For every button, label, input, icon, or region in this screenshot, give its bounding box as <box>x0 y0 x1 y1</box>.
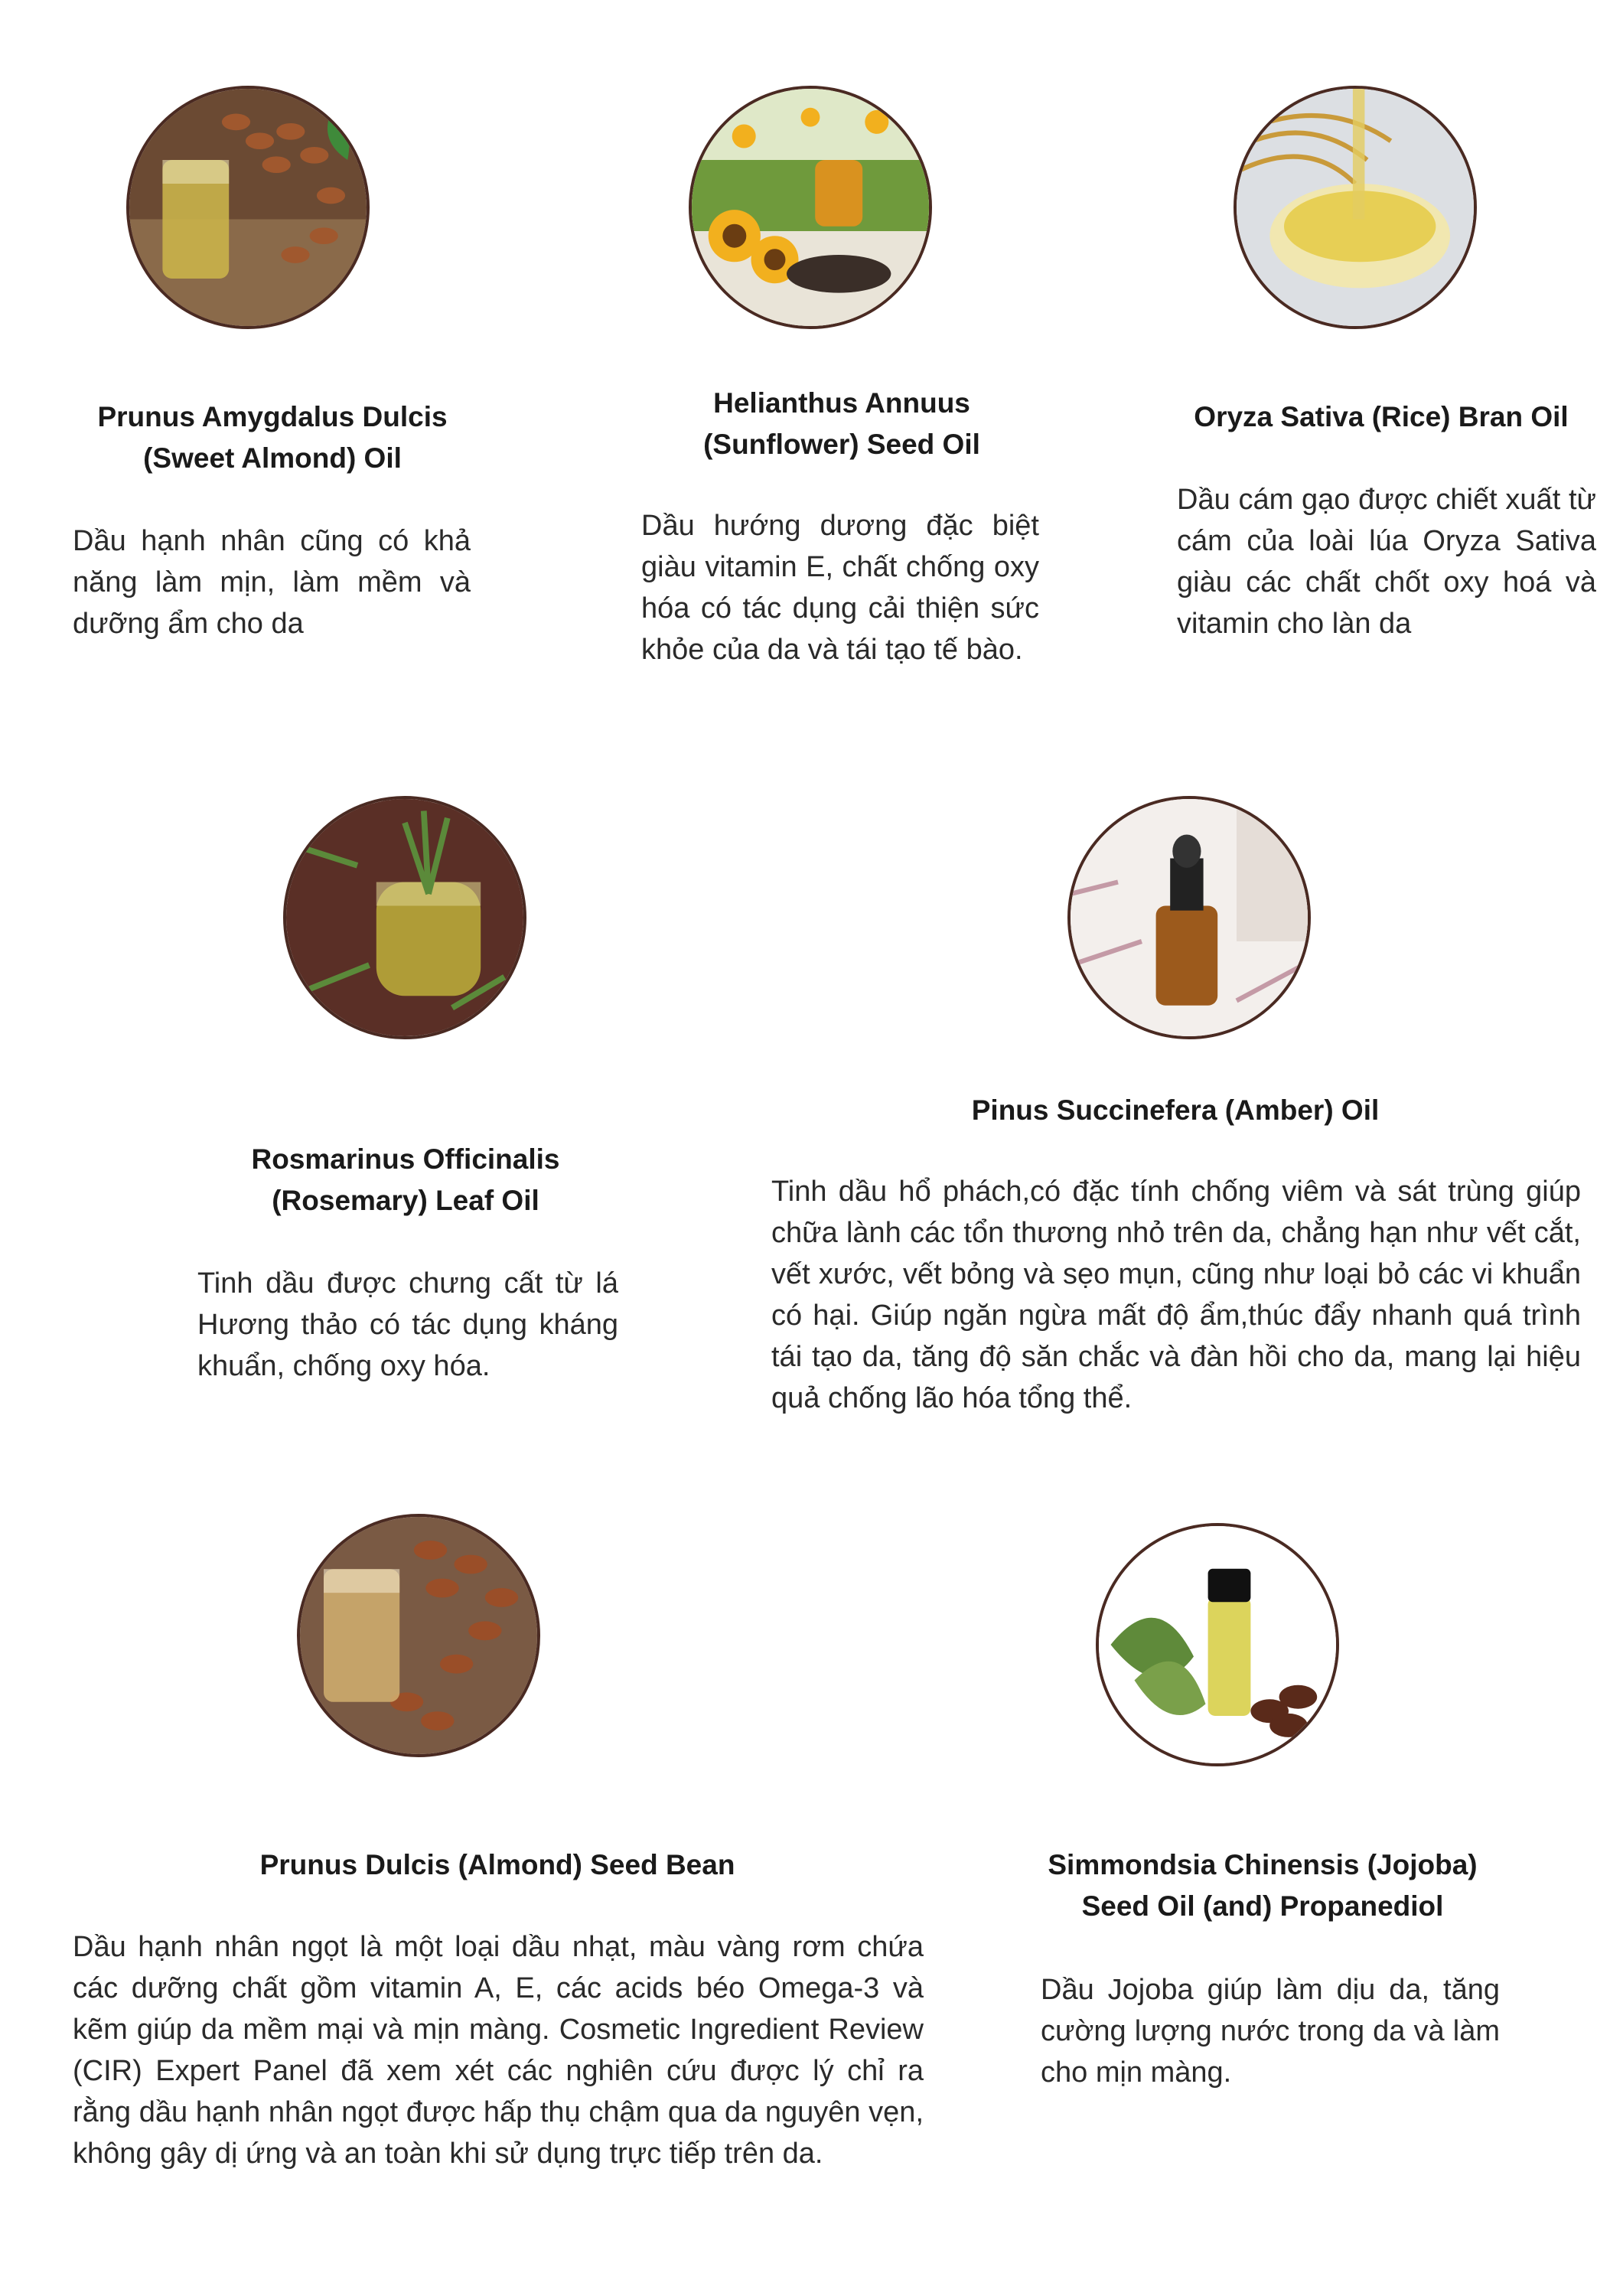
rosemary-oil-image <box>283 796 526 1039</box>
ingredient-description: Dầu hạnh nhân ngọt là một loại dầu nhạt, màu vàng rơm chứa các dưỡng chất gồm vitamin A, E, các acids béo Omega-3 và kẽm giúp da mềm mại và mịn màng. Cosmetic Ingredient Review (CIR) Expert Panel đã xem xét các nghiên cứu được lý chỉ ra rằng dầu hạnh nhân ngọt được hấp thụ chậm qua da nguyên vẹn, không gây dị ứng và an toàn khi sử dụng trực tiếp trên da. <box>73 1931 924 2170</box>
ingredient-description: Tinh dầu được chưng cất từ lá Hương thảo có tác dụng kháng khuẩn, chống oxy hóa. <box>197 1267 618 1382</box>
ingredient-title: Helianthus Annuus (Sunflower) Seed Oil <box>703 387 980 460</box>
sunflower-oil-image <box>689 86 932 329</box>
ingredient-title: Pinus Succinefera (Amber) Oil <box>971 1094 1380 1126</box>
ingredient-description: Tinh dầu hổ phách,có đặc tính chống viêm và sát trùng giúp chữa lành các tổn thương nhỏ trên da, chẳng hạn như vết cắt, vết xước, vết bỏng và sẹo mụn, cũng như loại bỏ các vi khuẩn có hại. Giúp ngăn ngừa mất độ ẩm,thúc đẩy nhanh quá trình tái tạo da, tăng độ săn chắc và đàn hồi cho da, mang lại hiệu quả chống lão hóa tổng thể. <box>771 1176 1581 1414</box>
ingredient-title: Simmondsia Chinensis (Jojoba) Seed Oil (and) Propanediol <box>1048 1849 1478 1922</box>
ingredient-title: Oryza Sativa (Rice) Bran Oil <box>1194 401 1569 432</box>
ingredient-title: Prunus Amygdalus Dulcis (Sweet Almond) Oil <box>97 401 448 474</box>
jojoba-oil-image <box>1096 1523 1339 1766</box>
ingredient-description: Dầu Jojoba giúp làm dịu da, tăng cường lượng nước trong da và làm cho mịn màng. <box>1041 1974 1500 2089</box>
rice-bran-oil-image <box>1234 86 1477 329</box>
ingredient-title: Rosmarinus Officinalis (Rosemary) Leaf Oil <box>251 1143 560 1216</box>
amber-oil-image <box>1067 796 1311 1039</box>
almond-seed-image <box>297 1514 540 1757</box>
almond-oil-image <box>126 86 370 329</box>
ingredient-description: Dầu hướng dương đặc biệt giàu vitamin E, chất chống oxy hóa có tác dụng cải thiện sức khỏe của da và tái tạo tế bào. <box>641 510 1039 666</box>
ingredient-description: Dầu hạnh nhân cũng có khả năng làm mịn, làm mềm và dưỡng ẩm cho da <box>73 525 471 640</box>
ingredient-description: Dầu cám gạo được chiết xuất từ cám của loài lúa Oryza Sativa giàu các chất chốt oxy hoá và vitamin cho làn da <box>1177 484 1596 640</box>
ingredient-title: Prunus Dulcis (Almond) Seed Bean <box>259 1849 735 1880</box>
